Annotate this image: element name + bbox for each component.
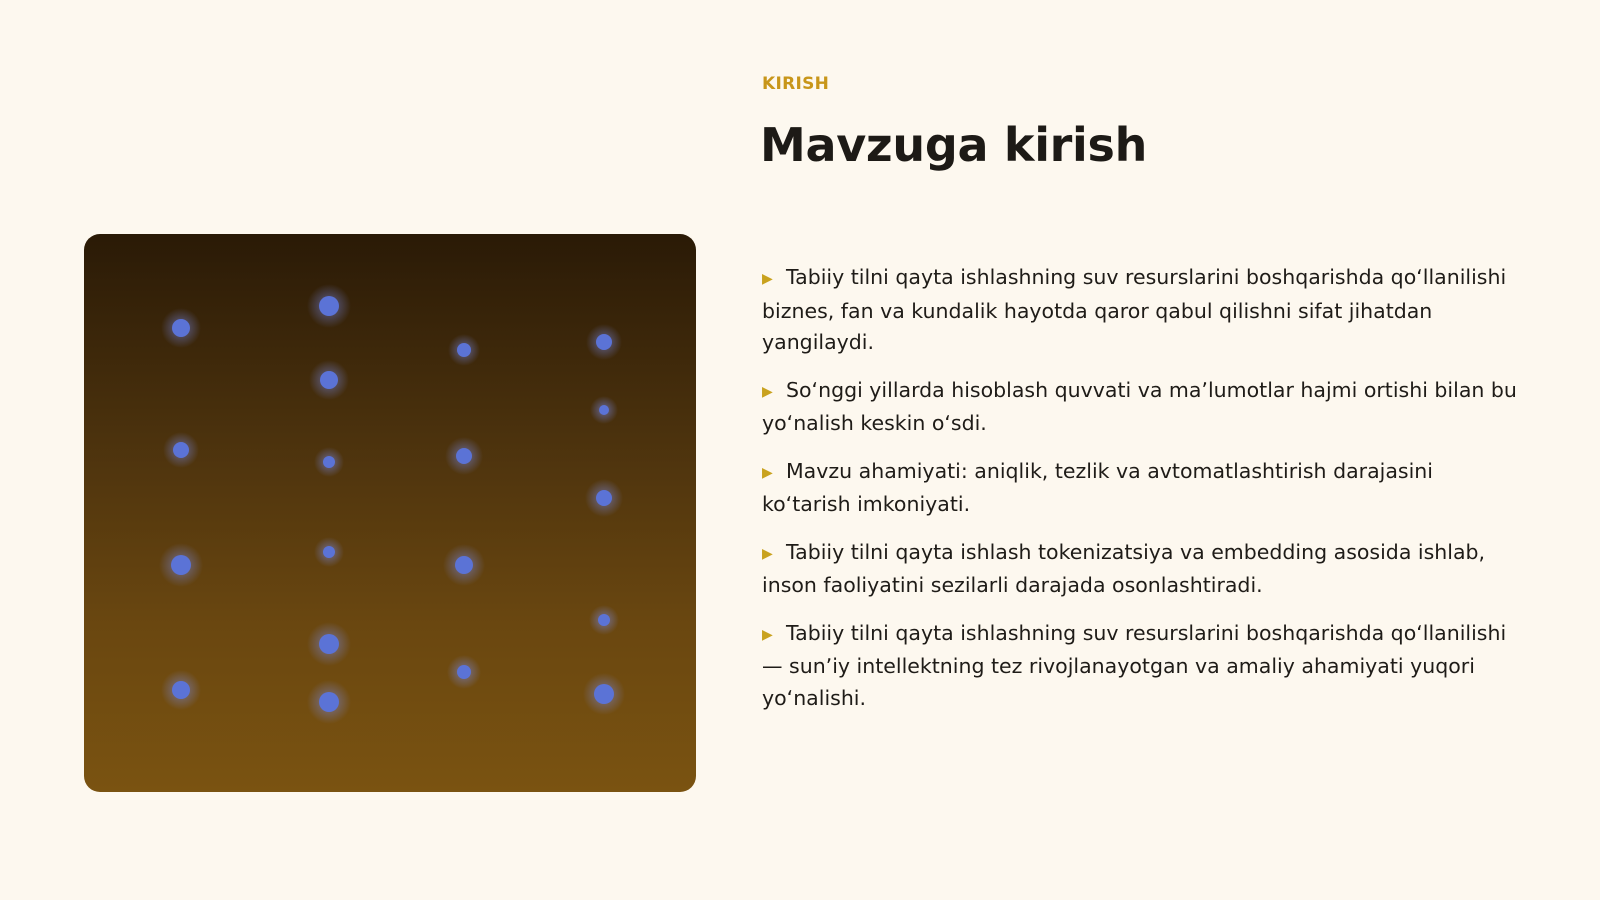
bullet-text: Soʻnggi yillarda hisoblash quvvati va maʼlumotlar hajmi ortishi bilan bu yoʻnalish keskin oʻsdi.: [762, 377, 1517, 435]
bullet-item: [762, 456, 1522, 521]
bullet-item: [762, 375, 1522, 440]
bullet-item: [762, 537, 1522, 602]
bullet-list: [762, 262, 1522, 730]
dot-column-4: [583, 324, 625, 715]
bullet-text: Mavzu ahamiyati: aniqlik, tezlik va avtomatlashtirish darajasini koʻtarish imkoniyati.: [762, 458, 1433, 516]
dot-pattern-graphic: [84, 234, 696, 792]
dot-column-1: [159, 308, 203, 710]
bullet-text: Tabiiy tilni qayta ishlash tokenizatsiya va embedding asosida ishlab, inson faoliyatini sezilarli darajada osonlashtiradi.: [762, 539, 1486, 597]
bullet-text: Tabiiy tilni qayta ishlashning suv resurslarini boshqarishda qoʻllanilishi — sunʼiy intellektning tez rivojlanayotgan va amaliy ahamiyati yuqori yoʻnalishi.: [762, 620, 1507, 710]
triangle-bullet-icon: ▶: [762, 626, 773, 643]
triangle-bullet-icon: ▶: [762, 464, 773, 481]
slide-title: Mavzuga kirish: [760, 118, 1148, 172]
bullet-text: Tabiiy tilni qayta ishlashning suv resurslarini boshqarishda qoʻllanilishi biznes, fan va kundalik hayotda qaror qabul qilishni sifat jihatdan yangilaydi.: [762, 265, 1507, 354]
triangle-bullet-icon: ▶: [762, 545, 773, 562]
bullet-item: [762, 618, 1522, 715]
dot-column-2: [307, 284, 351, 724]
section-eyebrow: KIRISH: [762, 74, 830, 94]
triangle-bullet-icon: ▶: [762, 271, 773, 287]
dot-column-3: [443, 334, 485, 689]
bullet-item: [762, 262, 1522, 359]
triangle-bullet-icon: ▶: [762, 383, 773, 400]
illustration-panel: [84, 234, 696, 792]
